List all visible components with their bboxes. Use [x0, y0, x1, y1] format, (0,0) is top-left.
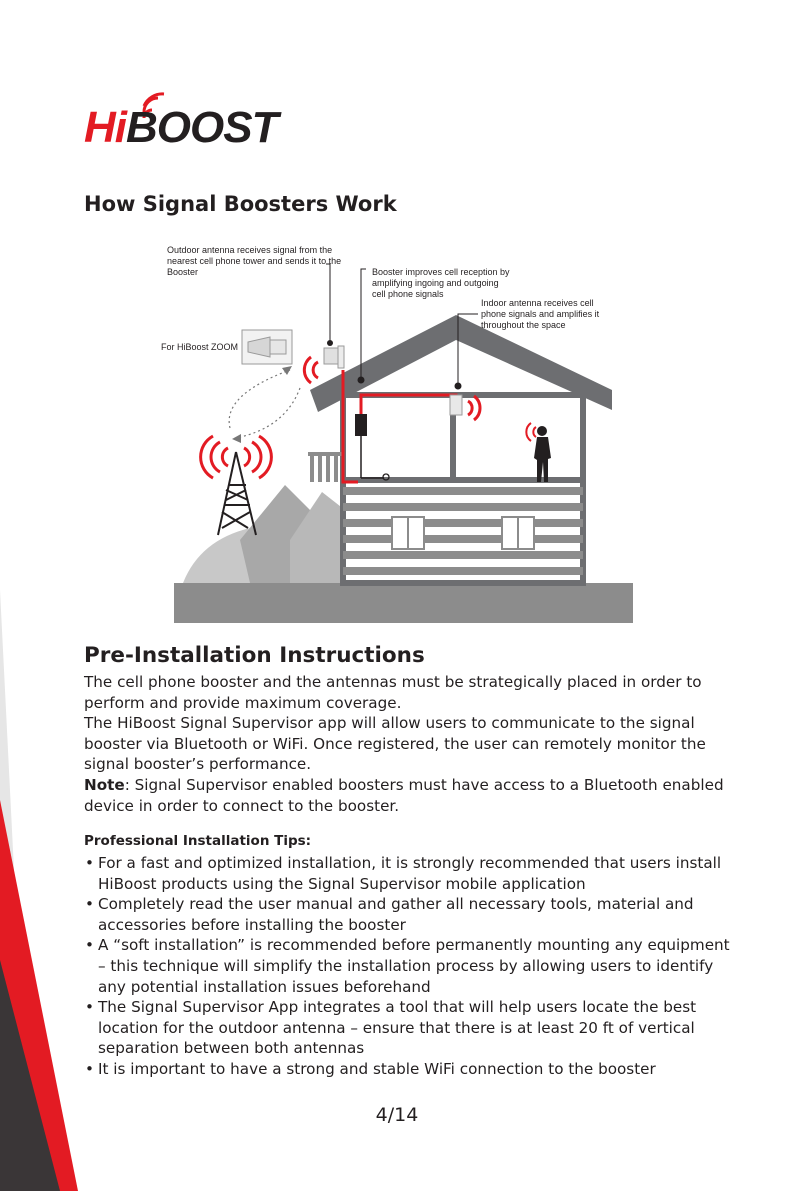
outdoor-antenna-waves: [304, 357, 318, 383]
outdoor-antenna: [324, 348, 338, 364]
list-item: • It is important to have a strong and stable WiFi connection to the booster: [84, 1059, 734, 1080]
callout-indoor-antenna: Indoor antenna receives cell phone signals and amplifies it throughout the space: [481, 298, 600, 330]
section-title-how-boosters-work: How Signal Boosters Work: [84, 192, 397, 216]
section-title-pre-installation: Pre-Installation Instructions: [84, 643, 425, 668]
paragraph-note: [84, 775, 724, 816]
logo-boost: BOOST: [126, 103, 278, 152]
list-item: • The Signal Supervisor App integrates a tool that will help users locate the best location for the outdoor antenna – ensure that there is at least 20 ft of vertical separation between both antennas: [84, 997, 734, 1059]
indoor-antenna: [450, 395, 462, 415]
signal-path-up: [229, 370, 290, 428]
paragraph-placement: The cell phone booster and the antennas must be strategically placed in order to perform and provide maximum coverage.: [84, 673, 702, 712]
tips-title: Professional Installation Tips:: [84, 833, 312, 849]
list-item: • A “soft installation” is recommended before permanently mounting any equipment – this technique will simplify the installation process by allowing users to identify any potential installation issues beforehand: [84, 935, 734, 997]
logo-hi: Hi: [84, 103, 126, 152]
note-text: : Signal Supervisor enabled boosters must have access to a Bluetooth enabled device in order to connect to the booster.: [84, 775, 724, 815]
booster-unit: [355, 414, 367, 436]
pre-installation-body: [84, 672, 724, 816]
callout-hiboost-zoom: For HiBoost ZOOM: [161, 342, 239, 352]
note-label: Note: [84, 775, 125, 794]
balcony-railing: [308, 452, 343, 482]
tower-signal-waves: [201, 436, 272, 478]
list-item: • For a fast and optimized installation, it is strongly recommended that users install HiBoost products using the Signal Supervisor mobile application: [84, 853, 734, 894]
paragraph-app: The HiBoost Signal Supervisor app will allow users to communicate to the signal booster via Bluetooth or WiFi. Once registered, the user can remotely monitor the signal booster’s performance.: [84, 714, 706, 774]
page-number: 4/14: [375, 1104, 419, 1126]
signal-path-down: [236, 388, 300, 438]
ground: [174, 583, 633, 623]
callout-outdoor-antenna: Outdoor antenna receives signal from the nearest cell phone tower and sends it to the Booster: [167, 245, 342, 277]
tips-list: [84, 853, 734, 1080]
callout-booster: Booster improves cell reception by amplifying ingoing and outgoing cell phone signals: [372, 267, 510, 299]
list-item: • Completely read the user manual and gather all necessary tools, material and accessories before installing the booster: [84, 894, 734, 935]
